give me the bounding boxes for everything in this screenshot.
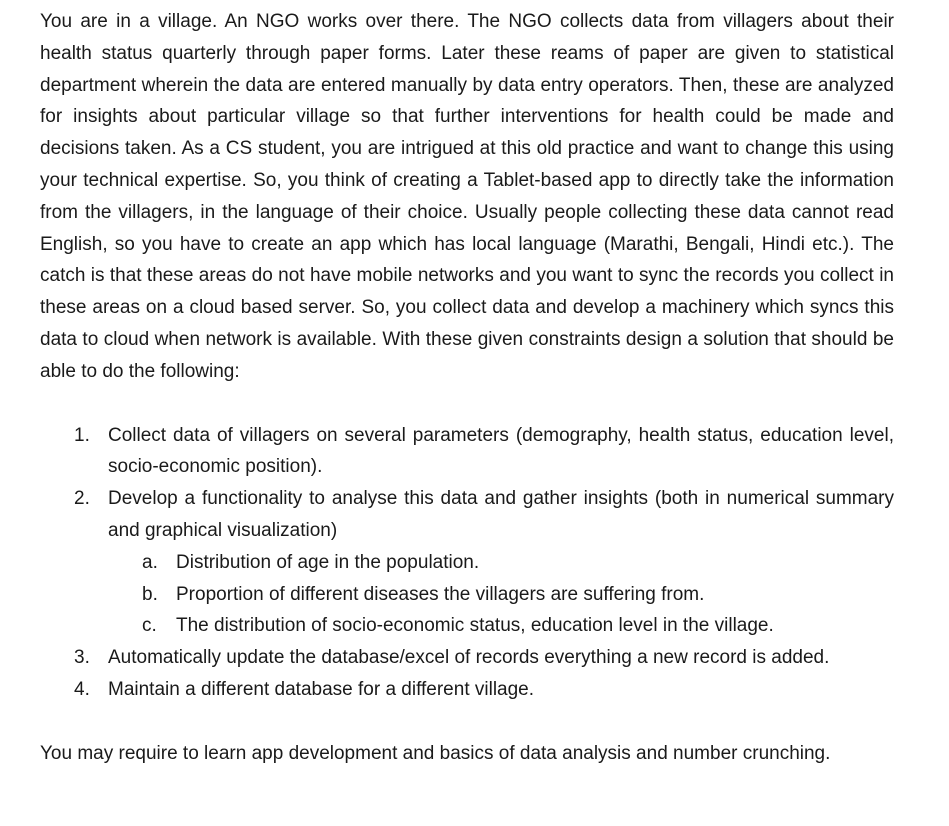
- requirement-text: Automatically update the database/excel of records everything a new record is added.: [108, 647, 830, 669]
- intro-paragraph: You are in a village. An NGO works over there. The NGO collects data from villagers about their health status quarterly through paper forms. Later these reams of paper are given to statistical department wherein the data are entered manually by data entry operators. Then, these are analyzed for insights about particular village so that further interventions for health could be made and decisions taken. As a CS student, you are intrigued at this old practice and want to change this using your technical expertise. So, you think of creating a Tablet-based app to directly take the information from the villagers, in the language of their choice. Usually people collecting these data cannot read English, so you have to create an app which has local language (Marathi, Bengali, Hindi etc.). The catch is that these areas do not have mobile networks and you want to sync the records you collect in these areas on a cloud based server. So, you collect data and develop a machinery which syncs this data to cloud when network is available. With these given constraints design a solution that should be able to do the following:: [40, 11, 894, 382]
- analysis-sublist: [108, 547, 894, 642]
- list-marker: 4.: [74, 678, 90, 700]
- requirement-text: Maintain a different database for a different village.: [108, 678, 535, 700]
- sub-item-c: [108, 610, 894, 642]
- sub-item-text: The distribution of socio-economic status, education level in the village.: [176, 615, 774, 637]
- sub-item-a: [108, 547, 894, 579]
- sub-marker: a.: [142, 551, 158, 573]
- closing-paragraph: You may require to learn app development and basics of data analysis and number crunching.: [40, 742, 831, 764]
- sub-item-text: Distribution of age in the population.: [176, 551, 480, 573]
- list-marker: 3.: [74, 647, 90, 669]
- list-marker: 2.: [74, 488, 90, 510]
- document-page: [40, 6, 894, 770]
- sub-marker: c.: [142, 615, 157, 637]
- sub-item-text: Proportion of different diseases the villagers are suffering from.: [176, 583, 705, 605]
- requirement-item-3: [40, 642, 894, 674]
- sub-marker: b.: [142, 583, 158, 605]
- requirement-item-1: [40, 420, 894, 484]
- list-marker: 1.: [74, 424, 90, 446]
- sub-item-b: [108, 579, 894, 611]
- requirement-item-2: [40, 483, 894, 642]
- requirement-text: Develop a functionality to analyse this data and gather insights (both in numerical summary and graphical visualization): [108, 488, 894, 541]
- requirements-list: [40, 420, 894, 706]
- requirement-item-4: [40, 674, 894, 706]
- requirement-text: Collect data of villagers on several parameters (demography, health status, education level, socio-economic position).: [108, 424, 894, 478]
